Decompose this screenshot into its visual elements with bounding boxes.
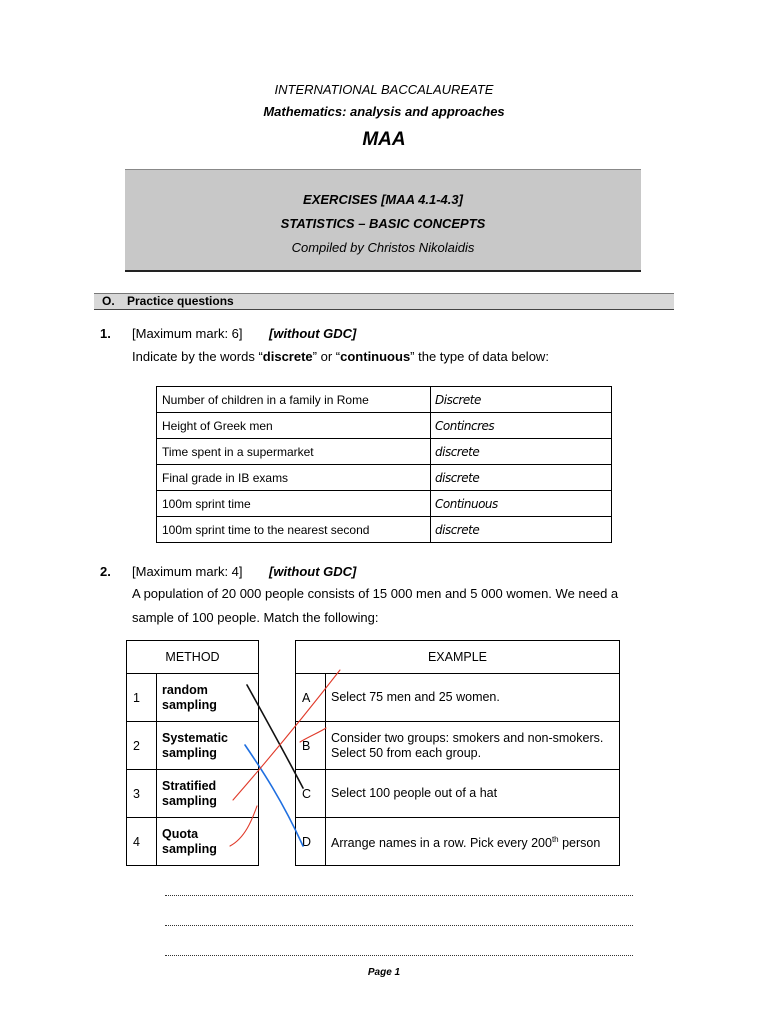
q2-number: 2. [100, 564, 111, 579]
handwritten-answer[interactable]: discrete [431, 439, 612, 465]
matching-line-blue [245, 745, 303, 846]
row-label: 100m sprint time [157, 491, 431, 517]
handwritten-answer[interactable]: discrete [431, 517, 612, 543]
matching-line-red [300, 728, 326, 742]
example-text: Consider two groups: smokers and non-smokers. Select 50 from each group. [326, 722, 620, 770]
handwritten-answer[interactable]: Discrete [431, 387, 612, 413]
example-text: Select 100 people out of a hat [326, 770, 620, 818]
q1-instruction: Indicate by the words “discrete” or “continuous” the type of data below: [132, 349, 549, 364]
q1-tool: [without GDC] [269, 326, 357, 341]
handwritten-answer[interactable]: Continuous [431, 491, 612, 517]
answer-line[interactable] [165, 925, 633, 926]
method-name: Quota sampling [157, 818, 259, 866]
example-header: EXAMPLE [296, 641, 620, 674]
example-letter: C [296, 770, 326, 818]
method-name: Stratified sampling [157, 770, 259, 818]
method-number: 3 [127, 770, 157, 818]
row-label: Height of Greek men [157, 413, 431, 439]
method-name: Systematic sampling [157, 722, 259, 770]
organization-title: INTERNATIONAL BACCALAUREATE [274, 82, 494, 97]
subject-title: Mathematics: analysis and approaches [263, 104, 505, 119]
q2-statement-line1: A population of 20 000 people consists of 15 000 men and 5 000 women. We need a [132, 586, 619, 601]
q1-max-mark: [Maximum mark: 6] [132, 326, 243, 341]
q2-max-mark: [Maximum mark: 4] [132, 564, 243, 579]
method-number: 1 [127, 674, 157, 722]
q1-number: 1. [100, 326, 111, 341]
row-label: 100m sprint time to the nearest second [157, 517, 431, 543]
row-label: Final grade in IB exams [157, 465, 431, 491]
page-number: Page 1 [367, 967, 401, 978]
example-text: Arrange names in a row. Pick every 200th person [326, 818, 620, 866]
answer-line[interactable] [165, 895, 633, 896]
example-letter: A [296, 674, 326, 722]
q2-tool: [without GDC] [269, 564, 357, 579]
handwritten-answer[interactable]: Contincres [431, 413, 612, 439]
example-letter: B [296, 722, 326, 770]
handwritten-answer[interactable]: discrete [431, 465, 612, 491]
q2-statement-line2: sample of 100 people. Match the following: [132, 610, 379, 625]
matching-line-black [247, 685, 303, 788]
method-header: METHOD [127, 641, 259, 674]
example-letter: D [296, 818, 326, 866]
banner-topic: STATISTICS – BASIC CONCEPTS [280, 216, 486, 231]
section-number: O. [102, 294, 115, 308]
method-number: 4 [127, 818, 157, 866]
banner-exercises: EXERCISES [MAA 4.1-4.3] [303, 192, 463, 207]
matching-line-red [230, 806, 257, 846]
row-label: Number of children in a family in Rome [157, 387, 431, 413]
method-number: 2 [127, 722, 157, 770]
answer-line[interactable] [165, 955, 633, 956]
banner-author: Compiled by Christos Nikolaidis [291, 240, 475, 255]
method-name: random sampling [157, 674, 259, 722]
section-title: Practice questions [127, 294, 234, 308]
example-text: Select 75 men and 25 women. [326, 674, 620, 722]
course-code: MAA [362, 129, 406, 150]
row-label: Time spent in a supermarket [157, 439, 431, 465]
